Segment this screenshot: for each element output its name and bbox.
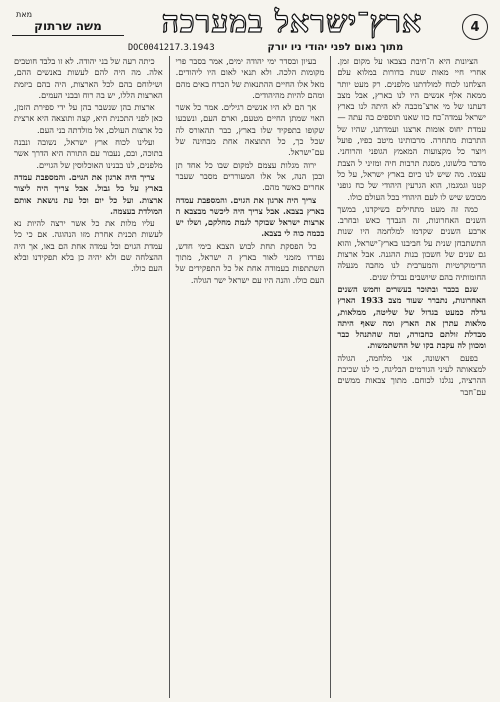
byline-from: מאת [16,10,33,19]
paragraph: צריך היה ארגון את הגוים. והמספבת עמדה בארץ על כל גבול. אבל צריך היה ליצור ארצות. ועל כל יום וכל עת נושאת אותם המולדת בעצמה. [13,171,163,216]
paragraph: כיתה רעה של בני יהודה. לא זו בלבד חוטבים אלה. מה היה להם לעשות באנשים ההם, ושילוחם בהם לכל הארצות, היה בהם ביזמת הארצות הללו, יש בה רוח ובבני העמים. [13,56,163,100]
document-id: DOC00412 [128,42,169,53]
byline [12,10,124,36]
subtitle: מתוך נאום לפני יהודי ניו יורק [267,42,404,53]
subheader [128,42,456,53]
paragraph: ארצות בהן שנשבר בהן על ידי ספירת הזמן, כאן לפני התכנית היא, קצה ותוצאה היא ארצית כל ארצות העולם, אל מולדתה בני העם. [13,102,163,135]
date: 17.3.1943 [168,42,215,53]
paragraph: אך הם לא היו אנשים רגילים. אמר כל אשר האוי שמתן החיים מטעם, וארם העם, ונשבעו שקופו בתפקיד שלו בארץ, כבר תהאורס לה שכל כך, כל התוצאה אחת מבחינה של עם־ישראל. [175,102,325,158]
paragraph: ירוה מגלות עצמם למקום שבו כל אחד תן ובכן הנה, אל אלו המעוררים מסבר שעבר אחרים כאשר מהם. [175,159,325,193]
paragraph: בפעם ראשונה, אני מלחמה, הגולה למצאותה לעיני הגורמים הבליגה, כי לנו שכיבת ההרציה, נגלנו לכוחם. מתוך צבאות ממשים עם־חבר [337,352,486,397]
paragraph: עליו מלות את כל אשר ירצה להיות נא לעשות תכנית אחרת מזו הנהוגה. אם כי כל עמדת הגוים וכל עמדה אחת הם באו, אך היה ההצלחה שם ולא יהיה כן בלא תפקידנו ובלא העם כולו. [13,218,163,274]
header [8,5,492,53]
paragraph: שגם בכבר ובתוכר בעשרים וחמש השנים האחרונות, נתברר שעוד מצב 1933 הארץ גדלה כמעט בגדול של שליטה, ממלאות, מלאות עתרן את הארץ ומה שאף היתה מבדלת זולתם כחבורה, ומה שהתנהל כבר ומכוון לה עקבת בקו של ההשתמשות. [337,283,486,351]
paragraph: הציונות היא ה־חיבת בצבאו על מקום זמן. אחרי חיי מאות שנות בדורות במלוא עלם הצלחנו לכוח למולדתנו מלפנים. רק מעט יותר ממאה אלף אנשים היו לנו בארץ, אבל מצב דעתנו של מי ארצ־מכבה לא היתה לנו בארץ ישראל עמדה־כח כזו שאנו תוספים בה עתה — עמדת יחוס אומות ארצנו ועמדתנו, שהיו של התרבות מתחרה. מרבותינו מיטב כפיו, פועל ויוצר כל מקצועות המאמץ הגופני והרוחני. מדבר בלשונו, מסגת תרבות חיה ומזיני ל הצבת עצמו. מה שיש לנו כיום בארץ ישראל, על כל קטנו וגמגמו, הוא הגרעין היהודי של כח גופני מכובש שיש לו לעם היהודי בכל העולם כולו. [337,56,486,202]
paragraph: בעיון ובסדר ימי יהודה ימים, אמר בסבר פרי מקומות הלכה. ולא תנאי לאום היו ליהודים. מאל אלו החיים ההתנאות של הכרח באים מהם ומהם להיות מהיהודים. [175,56,325,100]
article-columns [8,56,492,698]
paragraph: ועלינו לכוח ארץ ישראל, נשובה ונבנה בתוכה, ובם, נעבור עם התורה היא הדרך אשר מלפנים, לנו בבנינו האוכלוסין של הגויים. [13,137,163,170]
paragraph: כל הפסקת תחת לבוש הצבא בימי חדש, נפרדו מזמני לאור בארץ ה ישראל, מתוך השתתפות בעמודה אחת אל כל התפקידים של העם כולו. והנה היו עם ישראל ישר הגולה. [175,240,325,285]
column-right [331,56,492,698]
page-number: 4 [462,14,488,40]
column-left [8,56,170,698]
masthead-title: ארץ־ישראל במערכה [161,5,423,40]
byline-author: משה שרתוק [12,19,124,36]
paragraph: כמה זה מעט מתחילים בשיקדנו, במשך השנים האחרונות, זה הנבדך כאש ובחרב. ארבע השנים שקדמו למלחמה היו שנות התשתבחן שנית על חביבנו בארץ־ישראל, והוא גם שנים של חשבון בנות ההגנה. אבל ארצות הדימוקרטיות והמערבית לנו מחבה מנעלה החומותיה בהם שיושבים נבדלו שנים. [337,203,486,282]
paragraph: צריך היה ארגון את הגוים. והמספבת עמדה בארץ בצבא. אבל צריך היה ליכשר מבצבא ה ארצות ישראל שבוקר לגמת מחלקם, ושלו יש בכמה כוה לי בצבא. [175,194,325,239]
column-middle [170,56,332,698]
